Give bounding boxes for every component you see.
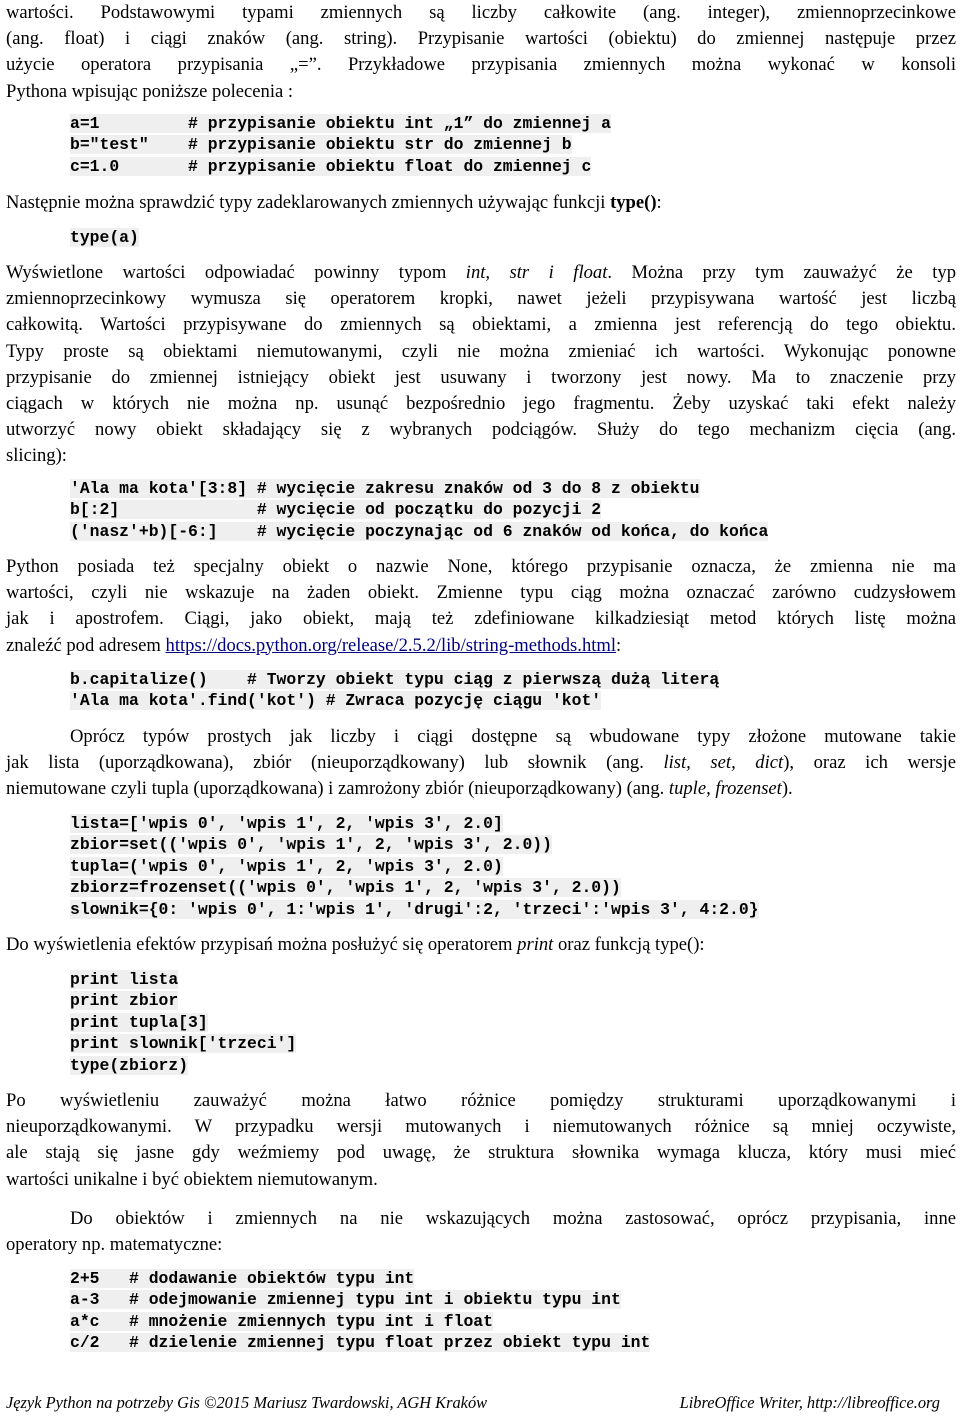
code-block-assignments [6,113,611,177]
text-line: Python posiada też specjalny obiekt o nazwie None, którego przypisanie oznacza, że zmienna nie ma [6,556,956,577]
code-line: tupla=('wpis 0', 'wpis 1', 2, 'wpis 3', 2.0) [70,856,503,876]
code-line: print slownik['trzeci'] [70,1034,297,1054]
text-line: ale stają się jasne gdy weźmiemy pod uwagę, że struktura słownika wymaga klucza, który musi mieć [6,1142,956,1164]
code-line: a=1 # przypisanie obiektu int „1” do zmiennej a [70,114,611,133]
code-line: 'Ala ma kota'[3:8] # wycięcie zakresu znaków od 3 do 8 z obiektu [70,479,700,498]
footer-left: Język Python na potrzeby Gis ©2015 Mariusz Twardowski, AGH Kraków [6,1393,488,1412]
text-line: ciągach w których nie można np. usunąć bezpośrednio jego fragmentu. Żeby uzyskać taki efekt należy [6,393,956,415]
code-line: b[:2] # wycięcie od początku do pozycji 2 [70,500,602,520]
paragraph-type-check [6,190,956,216]
paragraph-print [6,932,956,958]
text-line: (ang. float) i ciągi znaków (ang. string). Przypisanie wartości (obiektu) do zmiennej następuje przez [6,28,956,50]
text-line: Pythona wpisując poniższe polecenia : [6,80,294,102]
code-line: zbiorz=frozenset(('wpis 0', 'wpis 1', 2, 'wpis 3', 2.0)) [70,878,621,898]
code-line: b.capitalize() # Tworzy obiekt typu ciąg z pierwszą dużą literą [70,670,720,689]
footer-right: LibreOffice Writer, http://libreoffice.org [679,1393,940,1412]
code-line: c=1.0 # przypisanie obiektu float do zmiennej c [70,156,592,176]
text-line: wartości unikalne i być obiektem niemutowanym. [6,1168,378,1190]
code-line: c/2 # dzielenie zmiennej typu float przez obiekt typu int [70,1333,651,1353]
code-block-math [6,1268,650,1354]
code-line: print zbior [70,991,179,1011]
text-line: Typy proste są obiektami niemutowanymi, czyli nie można zmieniać ich wartości. Wykonując ponowne [6,340,956,362]
function-name: type() [610,192,657,213]
code-line: slownik={0: 'wpis 0', 1:'wpis 1', 'drugi':2, 'trzeci':'wpis 3', 4:2.0} [70,899,759,919]
page-footer [6,1393,940,1413]
code-block-print [6,969,296,1076]
code-block-type [6,227,139,248]
text-line: przypisanie do zmiennej istniejący obiekt jest usuwany i tworzony jest nowy. Ma to znaczenie przy [6,366,956,388]
code-line: lista=['wpis 0', 'wpis 1', 2, 'wpis 3', 2.0] [70,814,503,833]
code-block-collections [6,813,759,920]
text-line: znaleźć pod adresem https://docs.python.org/release/2.5.2/lib/string-methods.html: [6,634,622,656]
text-line: jak i apostrofem. Ciągi, jako obiekt, mają też zdefiniowane kilkadziesiąt metod których listę można [6,608,956,630]
code-line: ('nasz'+b)[-6:] # wycięcie poczynając od 6 znaków od końca, do końca [70,521,769,541]
text-line: wartości. Podstawowymi typami zmiennych są liczby całkowite (ang. integer), zmiennoprzecinkowe [6,2,956,23]
code-block-string-methods [6,669,719,712]
paragraph-ordered-unordered [6,1088,956,1193]
code-line: zbior=set(('wpis 0', 'wpis 1', 2, 'wpis 3', 2.0)) [70,835,552,855]
code-line: type(a) [70,228,139,247]
code-line: print tupla[3] [70,1012,208,1032]
code-line: print lista [70,970,179,989]
text-line: całkowitą. Wartości przypisywane do zmiennych są obiektami, a zmienna jest referencją do tego obiektu. [6,314,956,336]
text-line: jak lista (uporządkowana), zbiór (nieuporządkowany) lub słownik (ang. list, set, dict), oraz ich wersje [6,752,956,774]
text-line: Do obiektów i zmiennych na nie wskazujących można zastosować, oprócz przypisania, inne [70,1208,956,1229]
text-line: wartości, czyli nie wskazuje na żaden obiekt. Zmienne typu ciąg można oznaczać zarówno cudzysłowem [6,582,956,604]
code-line: 'Ala ma kota'.find('kot') # Zwraca pozycję ciągu 'kot' [70,691,602,711]
text-line: niemutowane czyli tupla (uporządkowana) i zamrożony zbiór (nieuporządkowany) (ang. tuple, frozenset). [6,778,793,800]
code-line: a*c # mnożenie zmiennych typu int i float [70,1311,493,1331]
code-line: a-3 # odejmowanie zmiennej typu int i obiektu typu int [70,1290,621,1310]
code-block-slicing [6,478,768,542]
text-line: Po wyświetleniu zauważyć można łatwo różnice pomiędzy strukturami uporządkowanymi i [6,1090,956,1111]
paragraph-intro [6,0,956,105]
string-methods-link[interactable]: https://docs.python.org/release/2.5.2/lib/string-methods.html [165,634,617,656]
text-line: operatory np. matematyczne: [6,1234,223,1256]
text-line: Następnie można sprawdzić typy zadeklarowanych zmiennych używając funkcji type(): [6,192,662,213]
paragraph-types-explanation [6,260,956,470]
text-line: utworzyć nowy obiekt składający się z wybranych podciągów. Służy do tego mechanizm cięcia (ang. [6,419,956,441]
text-line: nieuporządkowanymi. W przypadku wersji mutowanych i niemutowanych różnice są mniej oczywiste, [6,1116,956,1138]
text-line: Do wyświetlenia efektów przypisań można posłużyć się operatorem print oraz funkcją type(): [6,934,705,955]
text-line: użycie operatora przypisania „=”. Przykładowe przypisania zmiennych można wykonać w konsoli [6,54,956,76]
code-line: b="test" # przypisanie obiektu str do zmiennej b [70,135,572,155]
text-line: Oprócz typów prostych jak liczby i ciągi dostępne są wbudowane typy złożone mutowane takie [70,726,956,747]
code-line: 2+5 # dodawanie obiektów typu int [70,1269,415,1288]
text-line: zmiennoprzecinkowy wymusza się operatorem kropki, nawet jeżeli przypisywana wartość jest liczbą [6,288,956,310]
paragraph-operators [6,1206,956,1258]
text-line: slicing): [6,445,67,467]
paragraph-none-strings [6,554,956,659]
code-line: type(zbiorz) [70,1055,189,1075]
text-line: Wyświetlone wartości odpowiadać powinny typom int, str i float. Można przy tym zauważyć że typ [6,262,956,283]
paragraph-compound-types [6,724,956,803]
